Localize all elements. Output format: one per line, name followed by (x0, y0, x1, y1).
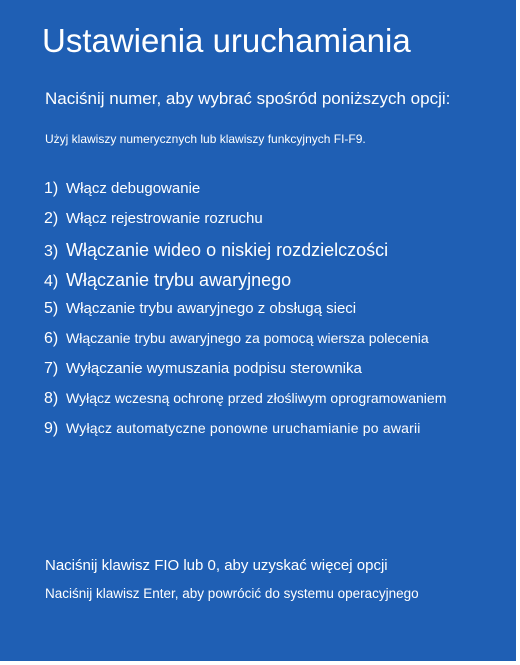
option-number: 2) (44, 210, 59, 227)
more-options-hint: Naciśnij klawisz FIO lub 0, aby uzyskać więcej opcji (45, 557, 388, 574)
option-number: 6) (44, 330, 59, 347)
option-enable-debugging[interactable] (44, 180, 514, 210)
option-number: 4) (44, 273, 59, 290)
option-label: Włącz debugowanie (66, 180, 201, 197)
option-label: Wyłączanie wymuszania podpisu sterownika (66, 360, 362, 377)
option-number: 3) (44, 243, 59, 260)
option-label: Włączanie trybu awaryjnego (66, 270, 292, 290)
instruction-text: Naciśnij numer, aby wybrać spośród poniższych opcji: (45, 89, 451, 108)
option-number: 9) (44, 420, 59, 437)
option-label: Włączanie trybu awaryjnego za pomocą wiersza polecenia (66, 330, 429, 346)
option-enable-low-resolution-video[interactable] (44, 240, 514, 270)
option-disable-early-launch-antimalware[interactable] (44, 390, 514, 420)
option-number: 1) (44, 180, 59, 197)
option-safe-mode-command-prompt[interactable] (44, 330, 514, 360)
hint-text: Użyj klawiszy numerycznych lub klawiszy funkcyjnych FI-F9. (45, 132, 366, 146)
option-disable-driver-signature-enforcement[interactable] (44, 360, 514, 390)
page-title: Ustawienia uruchamiania (42, 22, 411, 59)
option-enable-boot-logging[interactable] (44, 210, 514, 240)
option-label: Włączanie trybu awaryjnego z obsługą sieci (66, 300, 357, 317)
option-enable-safe-mode[interactable] (44, 270, 514, 300)
option-label: Włącz rejestrowanie rozruchu (66, 210, 263, 227)
return-to-os-hint: Naciśnij klawisz Enter, aby powrócić do systemu operacyjnego (45, 586, 419, 601)
option-disable-auto-restart[interactable] (44, 420, 514, 450)
option-number: 8) (44, 390, 59, 407)
option-label: Wyłącz automatyczne ponowne uruchamianie po awarii (66, 420, 421, 436)
option-number: 7) (44, 360, 59, 377)
option-number: 5) (44, 300, 59, 317)
startup-options-list (44, 180, 514, 450)
option-label: Wyłącz wczesną ochronę przed złośliwym oprogramowaniem (66, 390, 447, 406)
option-label: Włączanie wideo o niskiej rozdzielczości (66, 240, 389, 260)
option-safe-mode-networking[interactable] (44, 300, 514, 330)
